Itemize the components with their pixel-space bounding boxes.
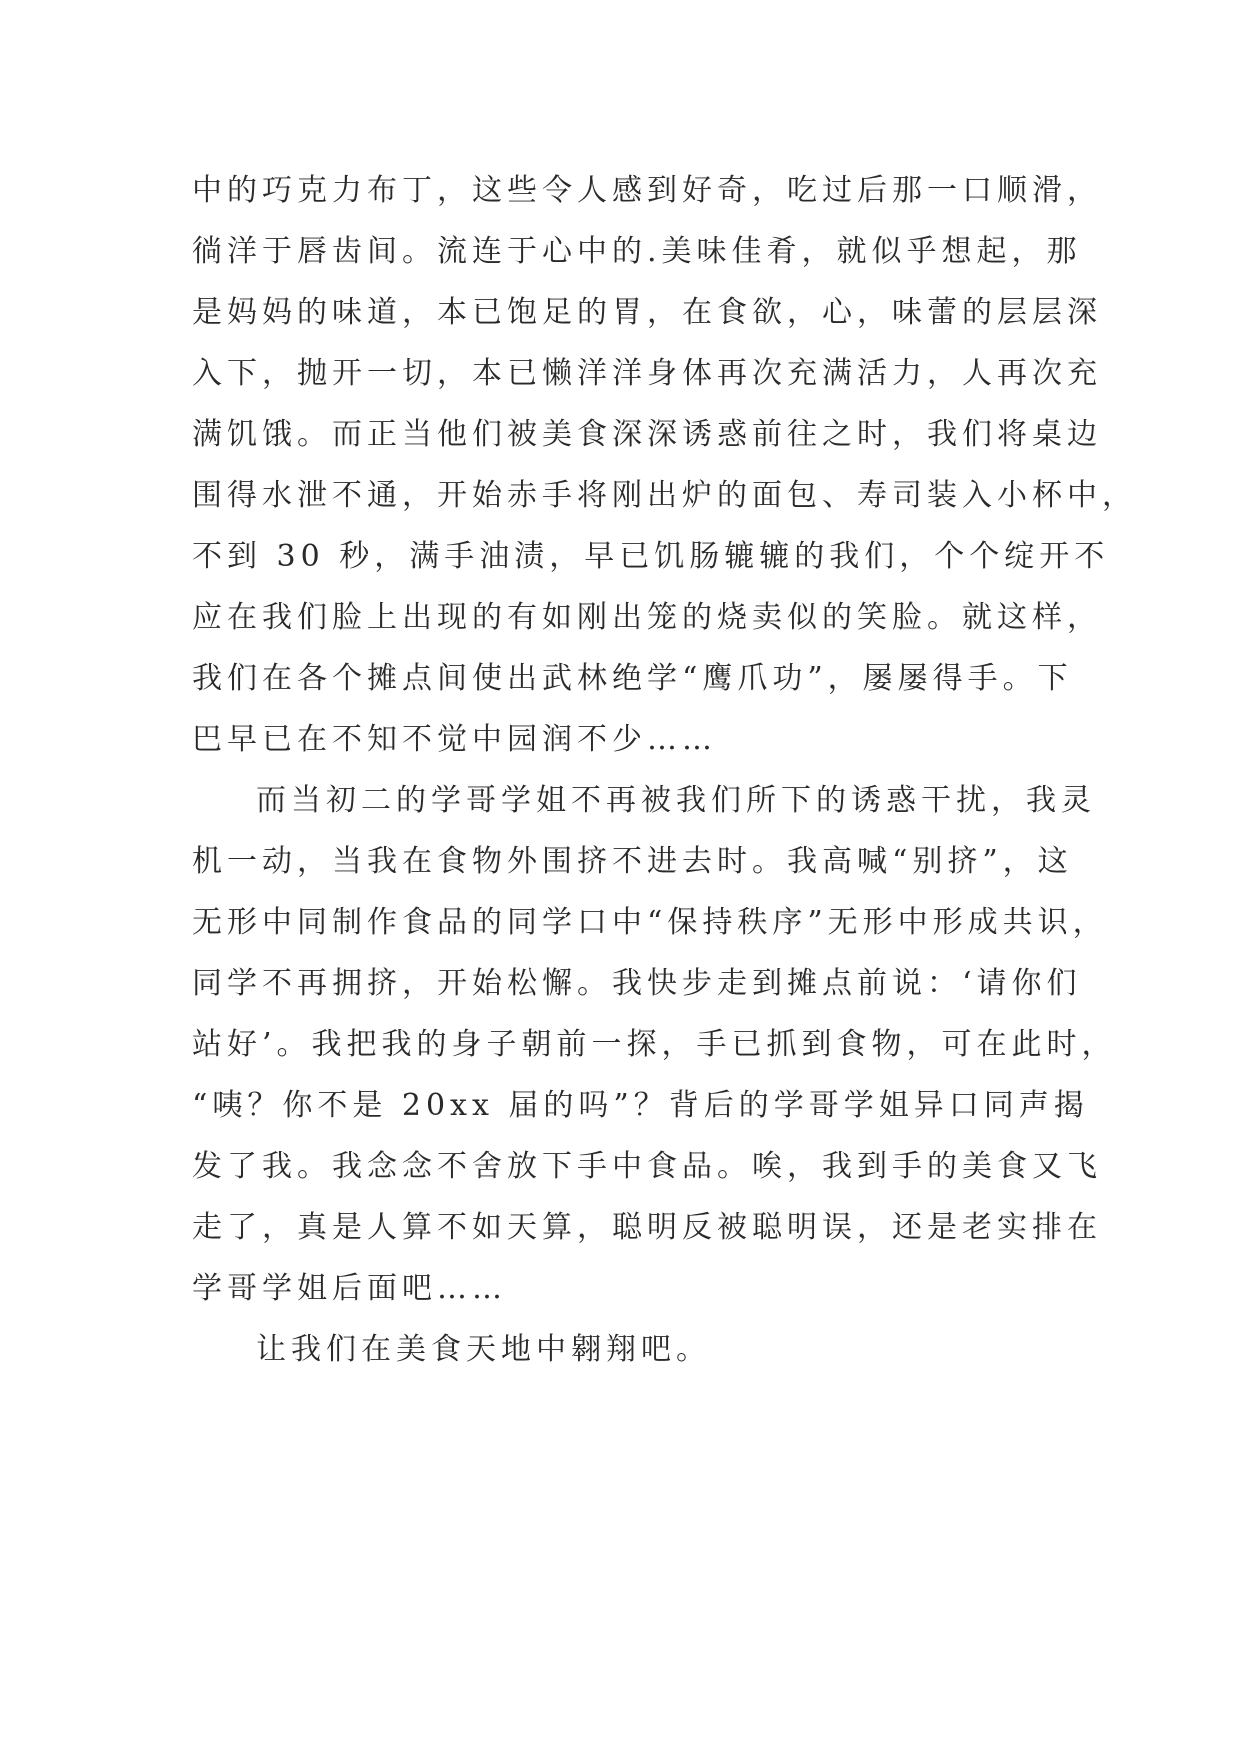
closing-paragraph-line: 让我们在美食天地中翱翔吧。 — [256, 1332, 711, 1367]
text-line: 无形中同制作食品的同学口中“保持秩序”无形中形成共识， — [192, 905, 1108, 940]
text-line: “咦？你不是 20xx 届的吗”？背后的学哥学姐异口同声揭 — [192, 1088, 1089, 1123]
text-line: 满饥饿。而正当他们被美食深深诱惑前往之时，我们将桌边 — [192, 417, 1102, 452]
text-line: 同学不再拥挤，开始松懈。我快步走到摊点前说：‘请你们 — [192, 966, 1082, 1001]
text-line: 站好’。我把我的身子朝前一探，手已抓到食物，可在此时， — [192, 1027, 1117, 1062]
text-line: 是妈妈的味道，本已饱足的胃，在食欲，心，味蕾的层层深 — [192, 295, 1102, 330]
text-line: 徜洋于唇齿间。流连于心中的.美味佳肴，就似乎想起，那 — [192, 234, 1082, 269]
text-line: 机一动，当我在食物外围挤不进去时。我高喊“别挤”，这 — [192, 844, 1073, 879]
text-line: 走了，真是人算不如天算，聪明反被聪明误，还是老实排在 — [192, 1210, 1102, 1245]
text-line: 学哥学姐后面吧…… — [192, 1271, 507, 1306]
text-line: 不到 30 秒，满手油渍，早已饥肠辘辘的我们，个个绽开不 — [192, 539, 1110, 574]
document-body — [192, 160, 1137, 1380]
text-line: 中的巧克力布丁，这些令人感到好奇，吃过后那一口顺滑， — [192, 173, 1102, 208]
text-line: 围得水泄不通，开始赤手将刚出炉的面包、寿司装入小杯中， — [192, 478, 1137, 513]
text-line: 发了我。我念念不舍放下手中食品。唉，我到手的美食又飞 — [192, 1149, 1102, 1184]
paragraph-start-line: 而当初二的学哥学姐不再被我们所下的诱惑干扰，我灵 — [256, 783, 1096, 818]
text-line: 巴早已在不知不觉中园润不少…… — [192, 722, 717, 757]
text-line: 应在我们脸上出现的有如刚出笼的烧卖似的笑脸。就这样， — [192, 600, 1102, 635]
text-line: 我们在各个摊点间使出武林绝学“鹰爪功”，屡屡得手。下 — [192, 661, 1073, 696]
text-line: 入下，抛开一切，本已懒洋洋身体再次充满活力，人再次充 — [192, 356, 1102, 391]
